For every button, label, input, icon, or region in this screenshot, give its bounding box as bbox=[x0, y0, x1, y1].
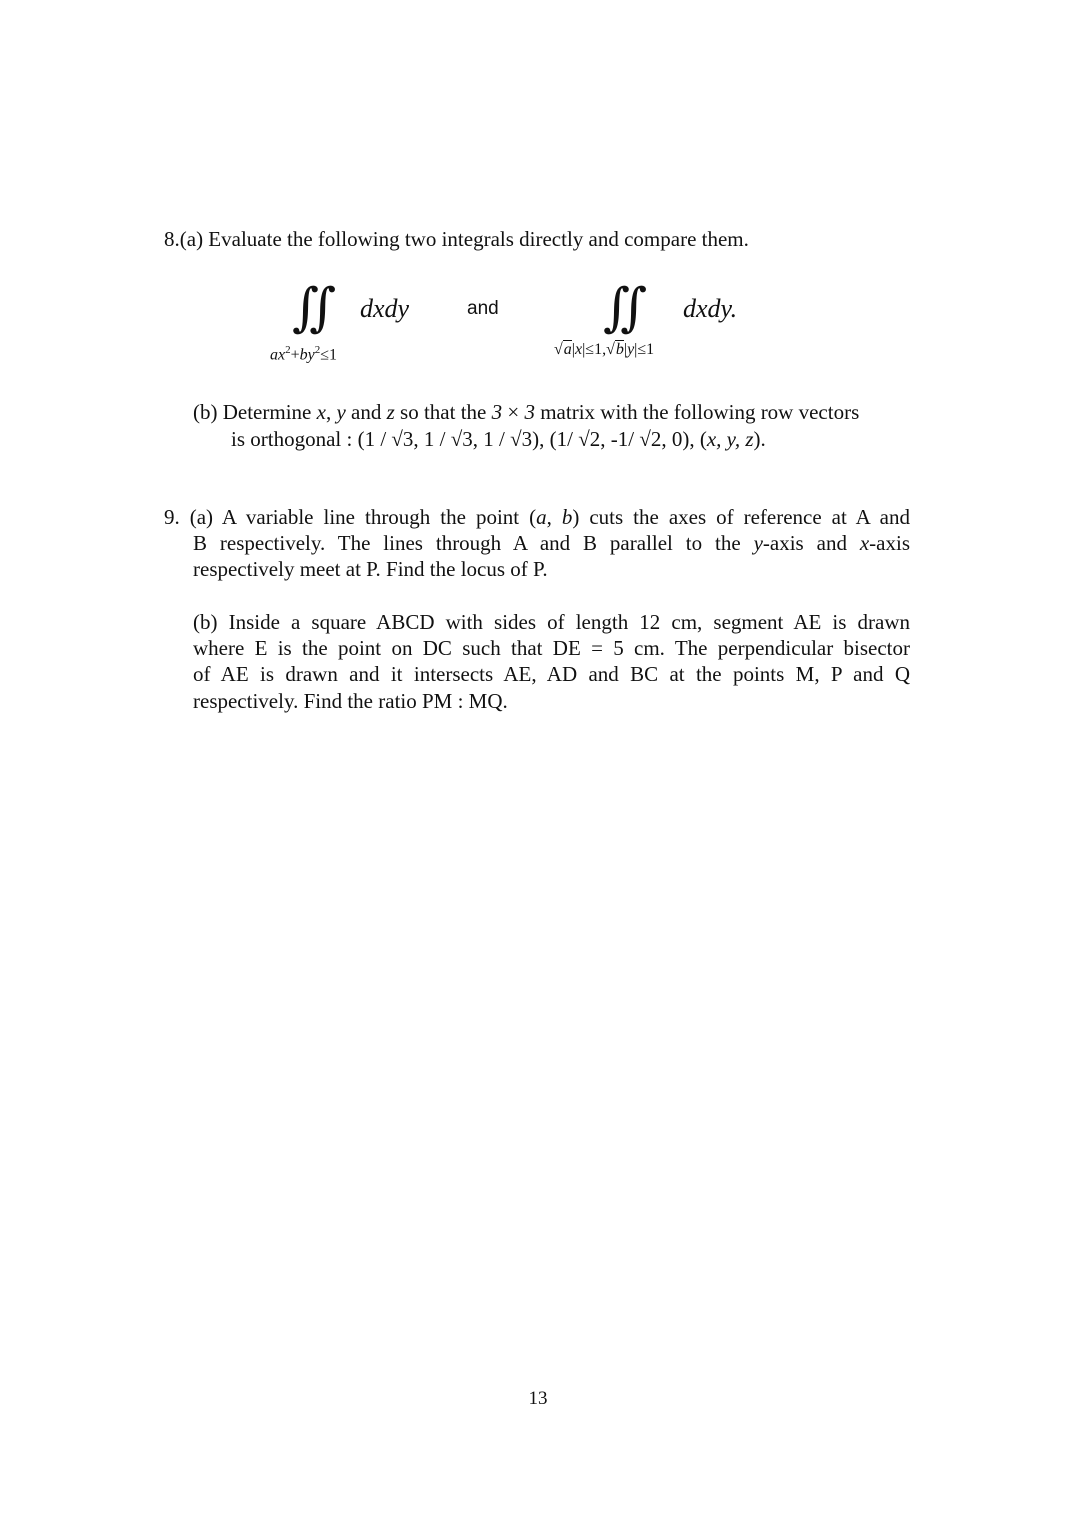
q9a-line-2: B respectively. The lines through A and B parallel to the y-axis and x-axis bbox=[193, 531, 910, 555]
q8a-text: 8.(a) Evaluate the following two integrals directly and compare them. bbox=[164, 227, 749, 251]
integrand-1: dxdy bbox=[360, 294, 410, 323]
double-integral-symbol: ∬ bbox=[292, 280, 323, 337]
q9b-line-3: of AE is drawn and it intersects AE, AD and BC at the points M, P and Q bbox=[193, 662, 910, 686]
q9b-line-4: respectively. Find the ratio PM : MQ. bbox=[193, 689, 508, 713]
page-number: 13 bbox=[528, 1388, 548, 1409]
region-2: √a|x|≤1,√b|y|≤1 bbox=[554, 341, 655, 358]
integrand-2: dxdy. bbox=[683, 294, 738, 323]
q8b-line-1: (b) Determine x, y and z so that the 3 × 3 matrix with the following row vectors bbox=[193, 400, 860, 424]
q9a-line-1: 9. (a) A variable line through the point (a, b) cuts the axes of reference at A and bbox=[164, 505, 910, 529]
q8b-line-2: is orthogonal : (1 / √3, 1 / √3, 1 / √3), (1/ √2, -1/ √2, 0), (x, y, z). bbox=[231, 427, 766, 451]
and-word: and bbox=[467, 298, 499, 319]
q9a-line-3: respectively meet at P. Find the locus of P. bbox=[193, 557, 548, 581]
double-integral-symbol: ∬ bbox=[603, 280, 634, 337]
q9b-line-1: (b) Inside a square ABCD with sides of length 12 cm, segment AE is drawn bbox=[193, 610, 910, 634]
q9b-line-2: where E is the point on DC such that DE = 5 cm. The perpendicular bisector bbox=[193, 636, 910, 660]
region-1: $ax^2+by^2\le 1$ bbox=[270, 344, 338, 364]
